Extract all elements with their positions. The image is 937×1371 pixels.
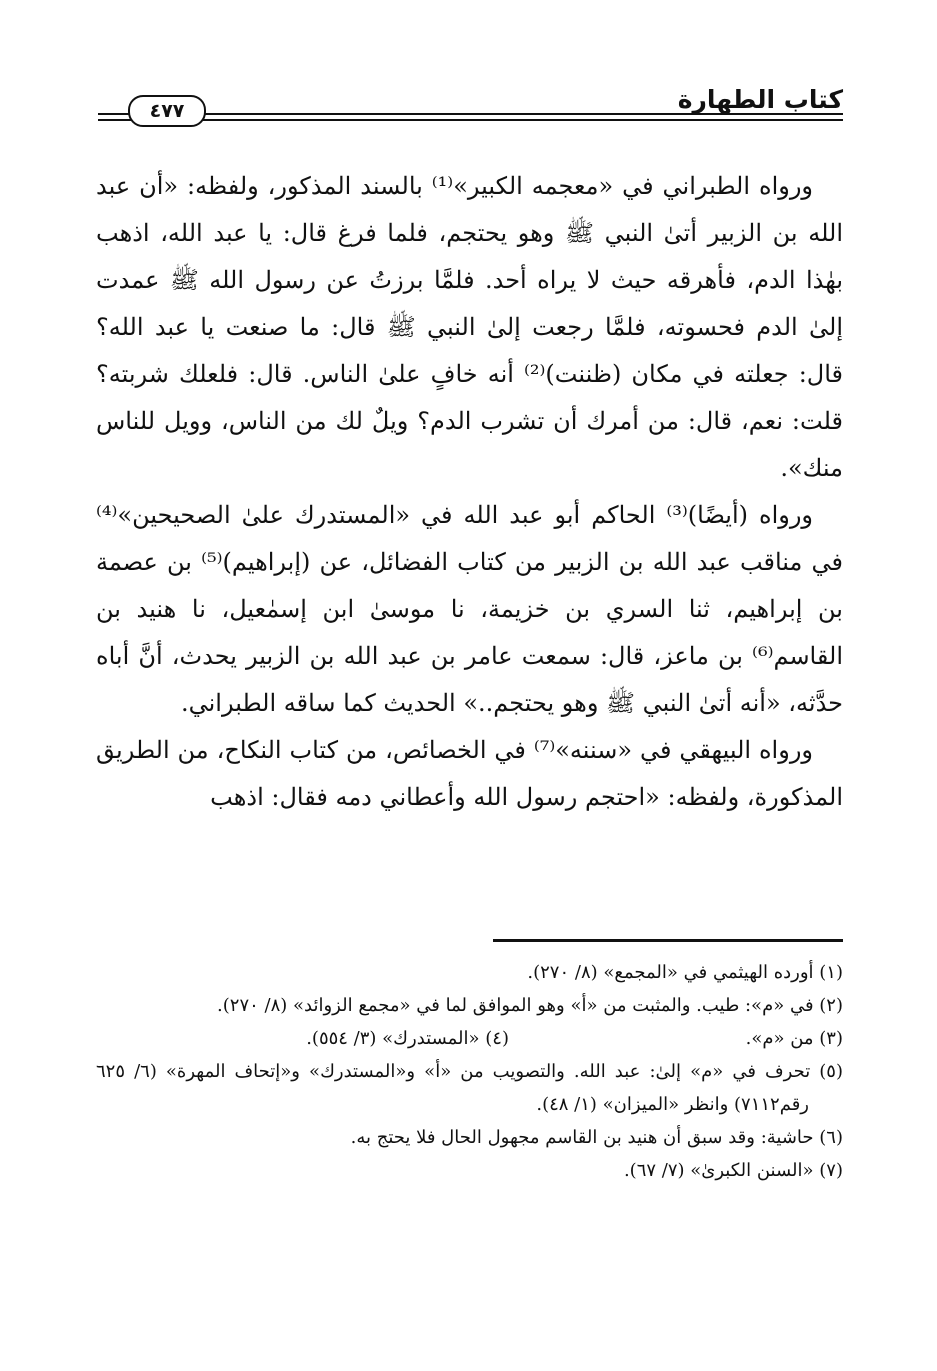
footnotes	[96, 956, 843, 1187]
footnote-7: (٧) «السنن الكبرىٰ» (٧/ ٦٧).	[623, 1160, 843, 1181]
page-number-badge: ٤٧٧	[128, 95, 206, 127]
footnote-separator	[493, 939, 843, 942]
paragraph: ورواه (أيضًا)⁽³⁾ الحاكم أبو عبد الله في «المستدرك علىٰ الصحيحين»⁽⁴⁾ في مناقب عبد الله بن الزبير من كتاب الفضائل، عن (إبراهيم)⁽⁵⁾ بن عصمة بن إبراهيم، ثنا السري بن خزيمة، نا موسىٰ ابن إسمٰعيل، نا هنيد بن القاسم⁽⁶⁾ بن ماعز، قال: سمعت عامر بن عبد الله بن الزبير يحدث، أنَّ أباه حدَّثه، «أنه أتىٰ النبي ﷺ وهو يحتجم..» الحديث كما ساقه الطبراني.	[96, 501, 843, 717]
footnote-3: (٣) من «م».	[745, 1028, 843, 1049]
footnote-5: (٥) تحرف في «م» إلىٰ: عبد الله. والتصويب من «أ» و«المستدرك» و«إتحاف المهرة» (٦/ ٦٢٥ رقم٧١١٢) وانظر «الميزان» (١/ ٤٨).	[96, 1061, 843, 1115]
footnote-6: (٦) حاشية: وقد سبق أن هنيد بن القاسم مجهول الحال فلا يحتج به.	[350, 1127, 843, 1148]
running-header-title: كتاب الطهارة	[677, 85, 843, 114]
paragraph: ورواه الطبراني في «معجمه الكبير»⁽¹⁾ بالسند المذكور، ولفظه: «أن عبد الله بن الزبير أتىٰ النبي ﷺ وهو يحتجم، فلما فرغ قال: يا عبد الله، اذهب بهٰذا الدم، فأهرقه حيث لا يراه أحد. فلمَّا برزتُ عن رسول الله ﷺ عمدت إلىٰ الدم فحسوته، فلمَّا رجعت إلىٰ النبي ﷺ قال: ما صنعت يا عبد الله؟ قال: جعلته في مكان (ظننت)⁽²⁾ أنه خافٍ علىٰ الناس. قال: فلعلك شربته؟ قلت: نعم، قال: من أمرك أن تشرب الدم؟ ويلٌ لك من الناس، وويل للناس منك».	[96, 172, 843, 482]
main-text	[96, 163, 843, 821]
footnote-1: (١) أورده الهيثمي في «المجمع» (٨/ ٢٧٠).	[527, 962, 843, 983]
footnote-2: (٢) في «م»: طيب. والمثبت من «أ» وهو الموافق لما في «مجمع الزوائد» (٨/ ٢٧٠).	[217, 995, 843, 1016]
footnote-4: (٤) «المستدرك» (٣/ ٥٥٤).	[306, 1028, 509, 1049]
footnote-row	[96, 1022, 843, 1055]
paragraph: ورواه البيهقي في «سننه»⁽⁷⁾ في الخصائص، من كتاب النكاح، من الطريق المذكورة، ولفظه: «احتجم رسول الله وأعطاني دمه فقال: اذهب	[96, 736, 843, 811]
header-rule-bottom	[98, 119, 843, 121]
